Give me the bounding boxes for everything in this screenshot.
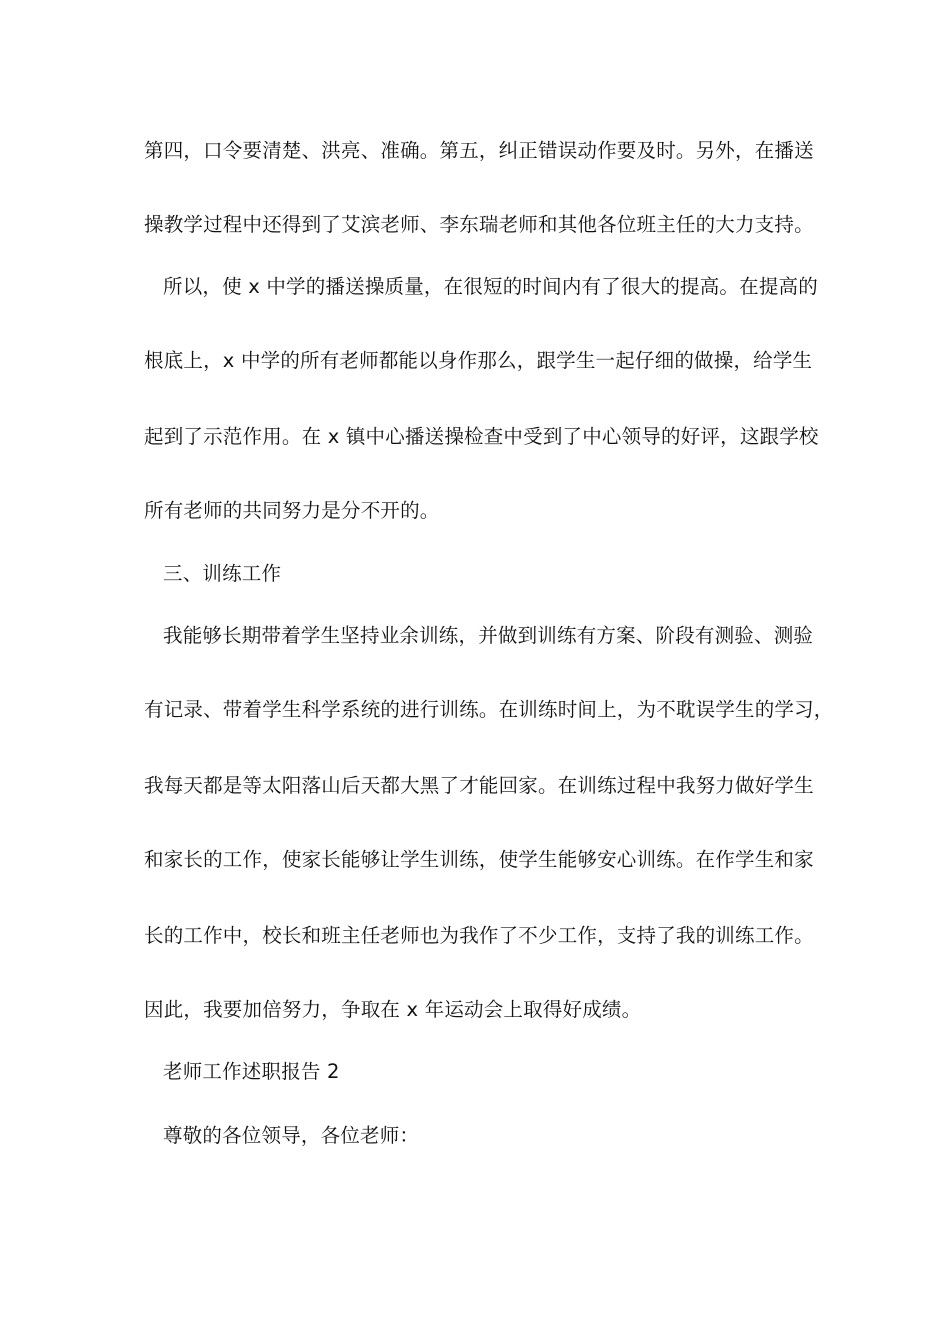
paragraph-line: 所以，使 x 中学的播送操质量，在很短的时间内有了很大的提高。在提高的 — [163, 275, 818, 298]
paragraph-line: 有记录、带着学生科学系统的进行训练。在训练时间上，为不耽误学生的学习， — [144, 698, 834, 721]
paragraph-line: 长的工作中，校长和班主任老师也为我作了不少工作，支持了我的训练工作。 — [144, 924, 814, 947]
paragraph-line: 所有老师的共同努力是分不开的。 — [144, 499, 440, 522]
section-heading: 三、训练工作 — [163, 562, 282, 585]
report-title: 老师工作述职报告 2 — [163, 1060, 340, 1083]
paragraph-line: 根底上，x 中学的所有老师都能以身作那么，跟学生一起仔细的做操，给学生 — [144, 349, 813, 372]
paragraph-line: 操教学过程中还得到了艾滨老师、李东瑞老师和其他各位班主任的大力支持。 — [144, 213, 814, 236]
paragraph-line: 第四，口令要清楚、洪亮、准确。第五，纠正错误动作要及时。另外，在播送 — [144, 139, 814, 162]
paragraph-line: 我能够长期带着学生坚持业余训练，并做到训练有方案、阶段有测验、测验 — [163, 624, 814, 647]
salutation: 尊敬的各位领导，各位老师： — [163, 1124, 420, 1147]
paragraph-line: 因此，我要加倍努力，争取在 x 年运动会上取得好成绩。 — [144, 998, 642, 1021]
paragraph-line: 起到了示范作用。在 x 镇中心播送操检查中受到了中心领导的好评，这跟学校 — [144, 425, 819, 448]
paragraph-line: 我每天都是等太阳落山后天都大黑了才能回家。在训练过程中我努力做好学生 — [144, 774, 814, 797]
paragraph-line: 和家长的工作，使家长能够让学生训练，使学生能够安心训练。在作学生和家 — [144, 848, 814, 871]
